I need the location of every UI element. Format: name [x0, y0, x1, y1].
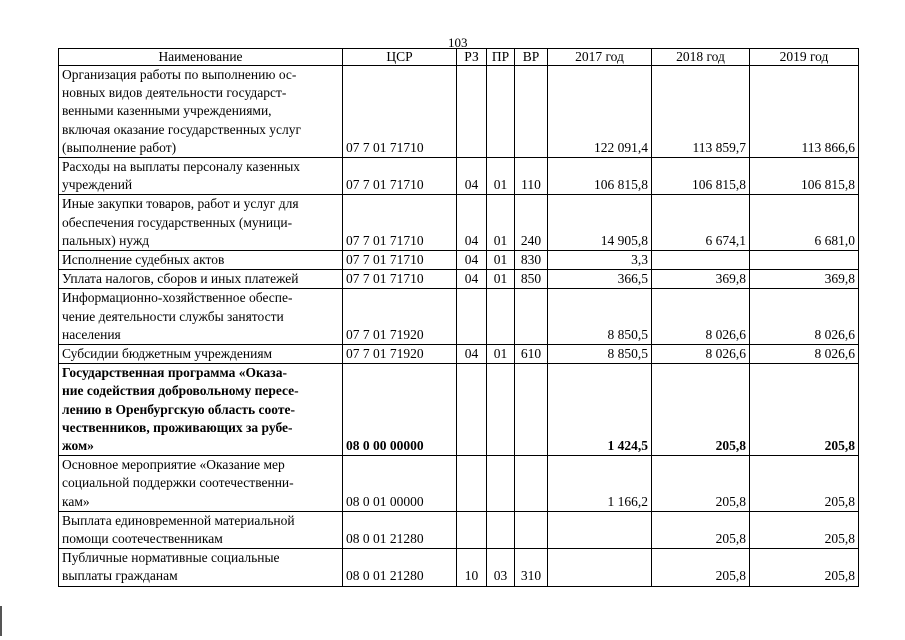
row-2018-cell: 205,8: [652, 456, 750, 512]
row-csr-cell: 08 0 01 00000: [343, 456, 457, 512]
row-name-line: Субсидии бюджетным учреждениям: [62, 346, 273, 362]
table-row: [59, 270, 859, 289]
table-row: [59, 511, 859, 548]
row-vr-cell: 830: [515, 251, 548, 270]
row-name-line: Уплата налогов, сборов и иных платежей: [62, 271, 299, 287]
row-csr-cell: 08 0 01 21280: [343, 511, 457, 548]
row-name-cell: [59, 345, 343, 364]
row-name-line: Иные закупки товаров, работ и услуг для: [62, 196, 299, 212]
row-2019-cell: 205,8: [750, 456, 859, 512]
budget-table: [58, 48, 859, 587]
scan-edge-mark: [0, 606, 2, 636]
row-pr-cell: [487, 456, 515, 512]
row-name-cell: [59, 66, 343, 158]
row-2017-cell: 8 850,5: [548, 289, 652, 345]
row-2018-cell: 8 026,6: [652, 345, 750, 364]
row-name-cell: [59, 456, 343, 512]
row-csr-cell: 08 0 00 00000: [343, 364, 457, 456]
row-name-line: Расходы на выплаты персоналу казенных: [62, 159, 301, 175]
column-header-2018: 2018 год: [652, 49, 750, 66]
row-pr-cell: 01: [487, 251, 515, 270]
row-name-line: жом»: [62, 438, 94, 454]
row-vr-cell: 850: [515, 270, 548, 289]
row-2017-cell: 366,5: [548, 270, 652, 289]
column-header-pr: ПР: [487, 49, 515, 66]
row-2017-cell: 1 166,2: [548, 456, 652, 512]
row-name-line: лению в Оренбургскую область сооте-: [62, 401, 295, 417]
row-name-line: включая оказание государственных услуг: [62, 121, 302, 137]
row-rz-cell: [457, 289, 487, 345]
row-vr-cell: [515, 456, 548, 512]
row-csr-cell: 07 7 01 71710: [343, 270, 457, 289]
row-vr-cell: 310: [515, 549, 548, 586]
row-rz-cell: [457, 456, 487, 512]
row-csr-cell: 07 7 01 71920: [343, 289, 457, 345]
row-2017-cell: 106 815,8: [548, 158, 652, 195]
row-vr-cell: [515, 66, 548, 158]
row-2017-cell: 3,3: [548, 251, 652, 270]
row-name-line: пальных) нужд: [62, 232, 150, 248]
row-name-line: чественников, проживающих за рубе-: [62, 419, 293, 435]
row-name-line: чение деятельности службы занятости: [62, 308, 284, 324]
row-2019-cell: 369,8: [750, 270, 859, 289]
row-csr-cell: 08 0 01 21280: [343, 549, 457, 586]
row-2019-cell: 8 026,6: [750, 289, 859, 345]
row-2019-cell: 205,8: [750, 364, 859, 456]
table-body: [59, 66, 859, 587]
table-row: [59, 195, 859, 251]
column-header-rz: РЗ: [457, 49, 487, 66]
row-2018-cell: 205,8: [652, 511, 750, 548]
row-2018-cell: 205,8: [652, 549, 750, 586]
table-header-row: [59, 49, 859, 66]
row-name-line: населения: [62, 326, 121, 342]
column-header-name: Наименование: [59, 49, 343, 66]
row-name-line: выплаты гражданам: [62, 568, 178, 584]
row-2019-cell: 106 815,8: [750, 158, 859, 195]
row-name-line: Исполнение судебных актов: [62, 252, 225, 268]
row-rz-cell: 04: [457, 251, 487, 270]
row-2018-cell: [652, 251, 750, 270]
row-rz-cell: 10: [457, 549, 487, 586]
page-number: 103: [448, 35, 468, 50]
row-vr-cell: 110: [515, 158, 548, 195]
row-pr-cell: 01: [487, 158, 515, 195]
row-vr-cell: [515, 364, 548, 456]
row-name-line: Информационно-хозяйственное обеспе-: [62, 290, 293, 306]
row-name-line: (выполнение работ): [62, 139, 177, 155]
row-2019-cell: 205,8: [750, 549, 859, 586]
row-rz-cell: 04: [457, 158, 487, 195]
row-rz-cell: [457, 364, 487, 456]
row-2017-cell: [548, 549, 652, 586]
row-2019-cell: 8 026,6: [750, 345, 859, 364]
row-name-line: помощи соотечественникам: [62, 531, 223, 547]
row-vr-cell: 240: [515, 195, 548, 251]
table-row: [59, 345, 859, 364]
row-2018-cell: 106 815,8: [652, 158, 750, 195]
row-rz-cell: 04: [457, 270, 487, 289]
row-2019-cell: [750, 251, 859, 270]
row-pr-cell: [487, 66, 515, 158]
row-name-cell: [59, 195, 343, 251]
row-vr-cell: [515, 511, 548, 548]
row-pr-cell: [487, 364, 515, 456]
table-row: [59, 251, 859, 270]
row-2018-cell: 113 859,7: [652, 66, 750, 158]
row-name-line: обеспечения государственных (муници-: [62, 214, 293, 230]
row-name-line: новных видов деятельности государст-: [62, 85, 287, 101]
row-rz-cell: 04: [457, 195, 487, 251]
row-rz-cell: [457, 66, 487, 158]
row-name-line: кам»: [62, 493, 90, 509]
row-pr-cell: 01: [487, 270, 515, 289]
row-2017-cell: 8 850,5: [548, 345, 652, 364]
table-row: [59, 549, 859, 586]
table-row: [59, 456, 859, 512]
row-name-line: ние содействия добровольному пересе-: [62, 383, 299, 399]
column-header-2019: 2019 год: [750, 49, 859, 66]
row-csr-cell: 07 7 01 71920: [343, 345, 457, 364]
column-header-csr: ЦСР: [343, 49, 457, 66]
row-pr-cell: 01: [487, 195, 515, 251]
row-name-cell: [59, 549, 343, 586]
row-2017-cell: [548, 511, 652, 548]
row-csr-cell: 07 7 01 71710: [343, 251, 457, 270]
row-2017-cell: 122 091,4: [548, 66, 652, 158]
row-name-line: учреждений: [62, 177, 133, 193]
row-name-line: Государственная программа «Оказа-: [62, 365, 287, 381]
row-2018-cell: 6 674,1: [652, 195, 750, 251]
row-pr-cell: [487, 511, 515, 548]
row-csr-cell: 07 7 01 71710: [343, 66, 457, 158]
row-2019-cell: 113 866,6: [750, 66, 859, 158]
row-name-line: Организация работы по выполнению ос-: [62, 67, 297, 82]
row-name-cell: [59, 511, 343, 548]
row-2018-cell: 369,8: [652, 270, 750, 289]
row-rz-cell: 04: [457, 345, 487, 364]
row-pr-cell: 03: [487, 549, 515, 586]
row-2018-cell: 8 026,6: [652, 289, 750, 345]
row-name-line: венными казенными учреждениями,: [62, 103, 272, 119]
row-2017-cell: 1 424,5: [548, 364, 652, 456]
row-2019-cell: 205,8: [750, 511, 859, 548]
table-row: [59, 364, 859, 456]
row-2019-cell: 6 681,0: [750, 195, 859, 251]
row-name-cell: [59, 270, 343, 289]
row-pr-cell: [487, 289, 515, 345]
row-name-cell: [59, 158, 343, 195]
row-rz-cell: [457, 511, 487, 548]
row-name-line: Выплата единовременной материальной: [62, 512, 295, 528]
row-vr-cell: 610: [515, 345, 548, 364]
row-name-cell: [59, 364, 343, 456]
row-csr-cell: 07 7 01 71710: [343, 195, 457, 251]
row-name-line: Публичные нормативные социальные: [62, 550, 280, 566]
row-name-line: Основное мероприятие «Оказание мер: [62, 457, 285, 473]
row-name-cell: [59, 251, 343, 270]
row-name-cell: [59, 289, 343, 345]
column-header-2017: 2017 год: [548, 49, 652, 66]
row-pr-cell: 01: [487, 345, 515, 364]
table-row: [59, 66, 859, 158]
row-2018-cell: 205,8: [652, 364, 750, 456]
column-header-vr: ВР: [515, 49, 548, 66]
table-row: [59, 158, 859, 195]
row-name-line: социальной поддержки соотечественни-: [62, 475, 294, 491]
row-2017-cell: 14 905,8: [548, 195, 652, 251]
table-row: [59, 289, 859, 345]
row-vr-cell: [515, 289, 548, 345]
row-csr-cell: 07 7 01 71710: [343, 158, 457, 195]
